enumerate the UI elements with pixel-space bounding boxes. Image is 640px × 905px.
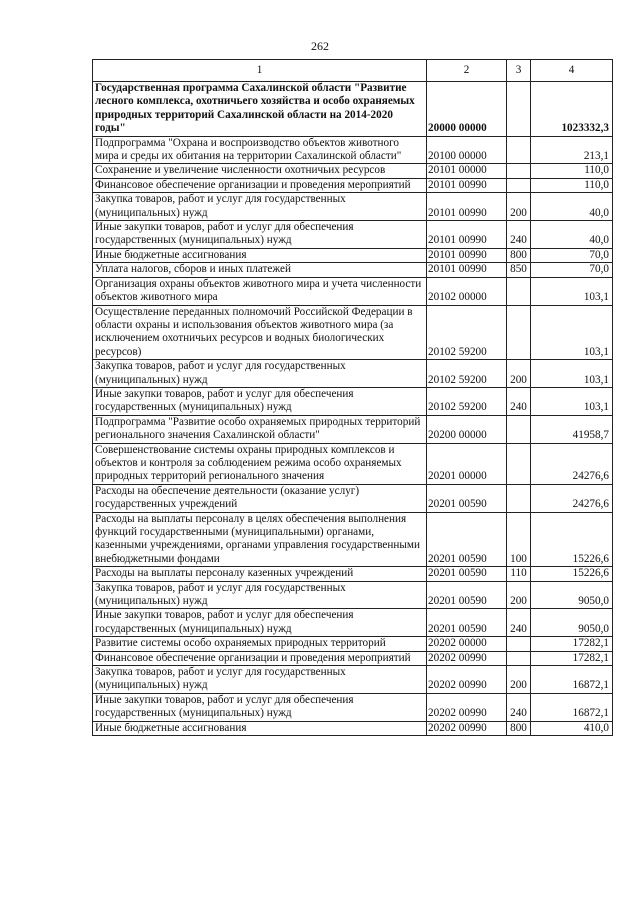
header-row bbox=[93, 60, 613, 82]
row-name: Закупка товаров, работ и услуг для государственных (муниципальных) нужд bbox=[93, 666, 427, 694]
row-amount: 110,0 bbox=[531, 164, 613, 178]
row-expense-type: 200 bbox=[507, 360, 531, 388]
table-row bbox=[93, 360, 613, 388]
row-code: 20202 00990 bbox=[427, 721, 507, 735]
row-amount: 110,0 bbox=[531, 178, 613, 192]
row-expense-type bbox=[507, 164, 531, 178]
row-name: Закупка товаров, работ и услуг для государственных (муниципальных) нужд bbox=[93, 581, 427, 609]
budget-table bbox=[92, 59, 613, 736]
row-amount: 103,1 bbox=[531, 305, 613, 360]
row-amount: 40,0 bbox=[531, 193, 613, 221]
table-row bbox=[93, 387, 613, 415]
row-expense-type bbox=[507, 178, 531, 192]
row-code: 20201 00590 bbox=[427, 484, 507, 512]
row-code: 20201 00590 bbox=[427, 581, 507, 609]
row-code: 20201 00590 bbox=[427, 512, 507, 567]
row-name: Государственная программа Сахалинской области "Развитие лесного комплекса, охотничьего хозяйства и особо охраняемых природных территорий Сахалинской области на 2014-2020 годы" bbox=[93, 82, 427, 137]
row-amount: 9050,0 bbox=[531, 581, 613, 609]
row-amount: 103,1 bbox=[531, 387, 613, 415]
row-amount: 70,0 bbox=[531, 248, 613, 262]
row-code: 20100 00000 bbox=[427, 136, 507, 164]
table-row bbox=[93, 277, 613, 305]
row-expense-type: 240 bbox=[507, 609, 531, 637]
row-name: Иные закупки товаров, работ и услуг для обеспечения государственных (муниципальных) нужд bbox=[93, 221, 427, 249]
table-row bbox=[93, 164, 613, 178]
row-code: 20201 00590 bbox=[427, 609, 507, 637]
row-name: Уплата налогов, сборов и иных платежей bbox=[93, 263, 427, 277]
row-name: Иные бюджетные ассигнования bbox=[93, 721, 427, 735]
row-name: Иные закупки товаров, работ и услуг для обеспечения государственных (муниципальных) нужд bbox=[93, 693, 427, 721]
row-amount: 41958,7 bbox=[531, 415, 613, 443]
row-amount: 103,1 bbox=[531, 360, 613, 388]
row-expense-type: 200 bbox=[507, 666, 531, 694]
row-name: Расходы на выплаты персоналу в целях обеспечения выполнения функций государственными (муниципальными) органами, казенными учреждениями, органами управления государственными внебюджетными фондами bbox=[93, 512, 427, 567]
row-name: Подпрограмма "Охрана и воспроизводство объектов животного мира и среды их обитания на территории Сахалинской области" bbox=[93, 136, 427, 164]
row-amount: 17282,1 bbox=[531, 637, 613, 651]
row-expense-type: 800 bbox=[507, 248, 531, 262]
table-row bbox=[93, 178, 613, 192]
row-code: 20202 00990 bbox=[427, 693, 507, 721]
row-expense-type bbox=[507, 82, 531, 137]
row-code: 20102 59200 bbox=[427, 387, 507, 415]
row-code: 20102 59200 bbox=[427, 360, 507, 388]
row-expense-type bbox=[507, 484, 531, 512]
table-row bbox=[93, 263, 613, 277]
row-amount: 16872,1 bbox=[531, 666, 613, 694]
table-row bbox=[93, 609, 613, 637]
header-col-3: 3 bbox=[507, 60, 531, 82]
row-name: Подпрограмма "Развитие особо охраняемых природных территорий регионального значения Сахалинской области" bbox=[93, 415, 427, 443]
header-col-1: 1 bbox=[93, 60, 427, 82]
row-amount: 15226,6 bbox=[531, 512, 613, 567]
row-name: Закупка товаров, работ и услуг для государственных (муниципальных) нужд bbox=[93, 360, 427, 388]
table-row bbox=[93, 193, 613, 221]
table-row bbox=[93, 415, 613, 443]
table-row bbox=[93, 136, 613, 164]
row-code: 20201 00590 bbox=[427, 567, 507, 581]
row-code: 20102 59200 bbox=[427, 305, 507, 360]
row-amount: 15226,6 bbox=[531, 567, 613, 581]
row-amount: 1023332,3 bbox=[531, 82, 613, 137]
row-name: Иные бюджетные ассигнования bbox=[93, 248, 427, 262]
row-expense-type bbox=[507, 136, 531, 164]
row-amount: 9050,0 bbox=[531, 609, 613, 637]
table-row bbox=[93, 484, 613, 512]
row-amount: 70,0 bbox=[531, 263, 613, 277]
row-expense-type bbox=[507, 277, 531, 305]
row-name: Финансовое обеспечение организации и проведения мероприятий bbox=[93, 178, 427, 192]
row-name: Иные закупки товаров, работ и услуг для обеспечения государственных (муниципальных) нужд bbox=[93, 387, 427, 415]
table-row bbox=[93, 248, 613, 262]
row-expense-type: 240 bbox=[507, 221, 531, 249]
row-name: Финансовое обеспечение организации и проведения мероприятий bbox=[93, 651, 427, 665]
row-amount: 24276,6 bbox=[531, 484, 613, 512]
table-row bbox=[93, 443, 613, 484]
row-name: Совершенствование системы охраны природных комплексов и объектов и контроля за соблюдением режима особо охраняемых природных территорий регионального значения bbox=[93, 443, 427, 484]
table-row bbox=[93, 221, 613, 249]
row-code: 20101 00990 bbox=[427, 178, 507, 192]
table-row bbox=[93, 666, 613, 694]
row-code: 20000 00000 bbox=[427, 82, 507, 137]
row-name: Расходы на обеспечение деятельности (оказание услуг) государственных учреждений bbox=[93, 484, 427, 512]
row-amount: 17282,1 bbox=[531, 651, 613, 665]
row-name: Расходы на выплаты персоналу казенных учреждений bbox=[93, 567, 427, 581]
row-expense-type bbox=[507, 443, 531, 484]
row-code: 20202 00990 bbox=[427, 651, 507, 665]
table-row bbox=[93, 512, 613, 567]
table-row bbox=[93, 567, 613, 581]
row-amount: 40,0 bbox=[531, 221, 613, 249]
row-code: 20101 00990 bbox=[427, 248, 507, 262]
row-expense-type: 100 bbox=[507, 512, 531, 567]
row-expense-type bbox=[507, 651, 531, 665]
page-number: 262 bbox=[311, 39, 329, 53]
table-row bbox=[93, 693, 613, 721]
row-code: 20102 00000 bbox=[427, 277, 507, 305]
table-row bbox=[93, 305, 613, 360]
row-expense-type bbox=[507, 415, 531, 443]
table-row bbox=[93, 721, 613, 735]
row-code: 20202 00000 bbox=[427, 637, 507, 651]
row-expense-type: 850 bbox=[507, 263, 531, 277]
row-expense-type: 110 bbox=[507, 567, 531, 581]
row-amount: 410,0 bbox=[531, 721, 613, 735]
table-row bbox=[93, 637, 613, 651]
header-col-4: 4 bbox=[531, 60, 613, 82]
row-name: Организация охраны объектов животного мира и учета численности объектов животного мира bbox=[93, 277, 427, 305]
row-code: 20101 00990 bbox=[427, 221, 507, 249]
row-amount: 16872,1 bbox=[531, 693, 613, 721]
row-code: 20101 00990 bbox=[427, 193, 507, 221]
row-expense-type: 200 bbox=[507, 581, 531, 609]
row-name: Осуществление переданных полномочий Российской Федерации в области охраны и использования объектов животного мира (за исключением охотничьих ресурсов и водных биологических ресурсов) bbox=[93, 305, 427, 360]
row-name: Закупка товаров, работ и услуг для государственных (муниципальных) нужд bbox=[93, 193, 427, 221]
row-name: Развитие системы особо охраняемых природных территорий bbox=[93, 637, 427, 651]
row-code: 20200 00000 bbox=[427, 415, 507, 443]
row-expense-type: 800 bbox=[507, 721, 531, 735]
row-amount: 103,1 bbox=[531, 277, 613, 305]
row-expense-type: 240 bbox=[507, 387, 531, 415]
row-expense-type: 240 bbox=[507, 693, 531, 721]
table-row bbox=[93, 82, 613, 137]
row-code: 20101 00990 bbox=[427, 263, 507, 277]
row-expense-type: 200 bbox=[507, 193, 531, 221]
row-code: 20202 00990 bbox=[427, 666, 507, 694]
table-row bbox=[93, 651, 613, 665]
header-col-2: 2 bbox=[427, 60, 507, 82]
table-row bbox=[93, 581, 613, 609]
row-amount: 213,1 bbox=[531, 136, 613, 164]
row-name: Сохранение и увеличение численности охотничьих ресурсов bbox=[93, 164, 427, 178]
row-expense-type bbox=[507, 637, 531, 651]
row-code: 20201 00000 bbox=[427, 443, 507, 484]
row-amount: 24276,6 bbox=[531, 443, 613, 484]
row-name: Иные закупки товаров, работ и услуг для обеспечения государственных (муниципальных) нужд bbox=[93, 609, 427, 637]
row-code: 20101 00000 bbox=[427, 164, 507, 178]
row-expense-type bbox=[507, 305, 531, 360]
